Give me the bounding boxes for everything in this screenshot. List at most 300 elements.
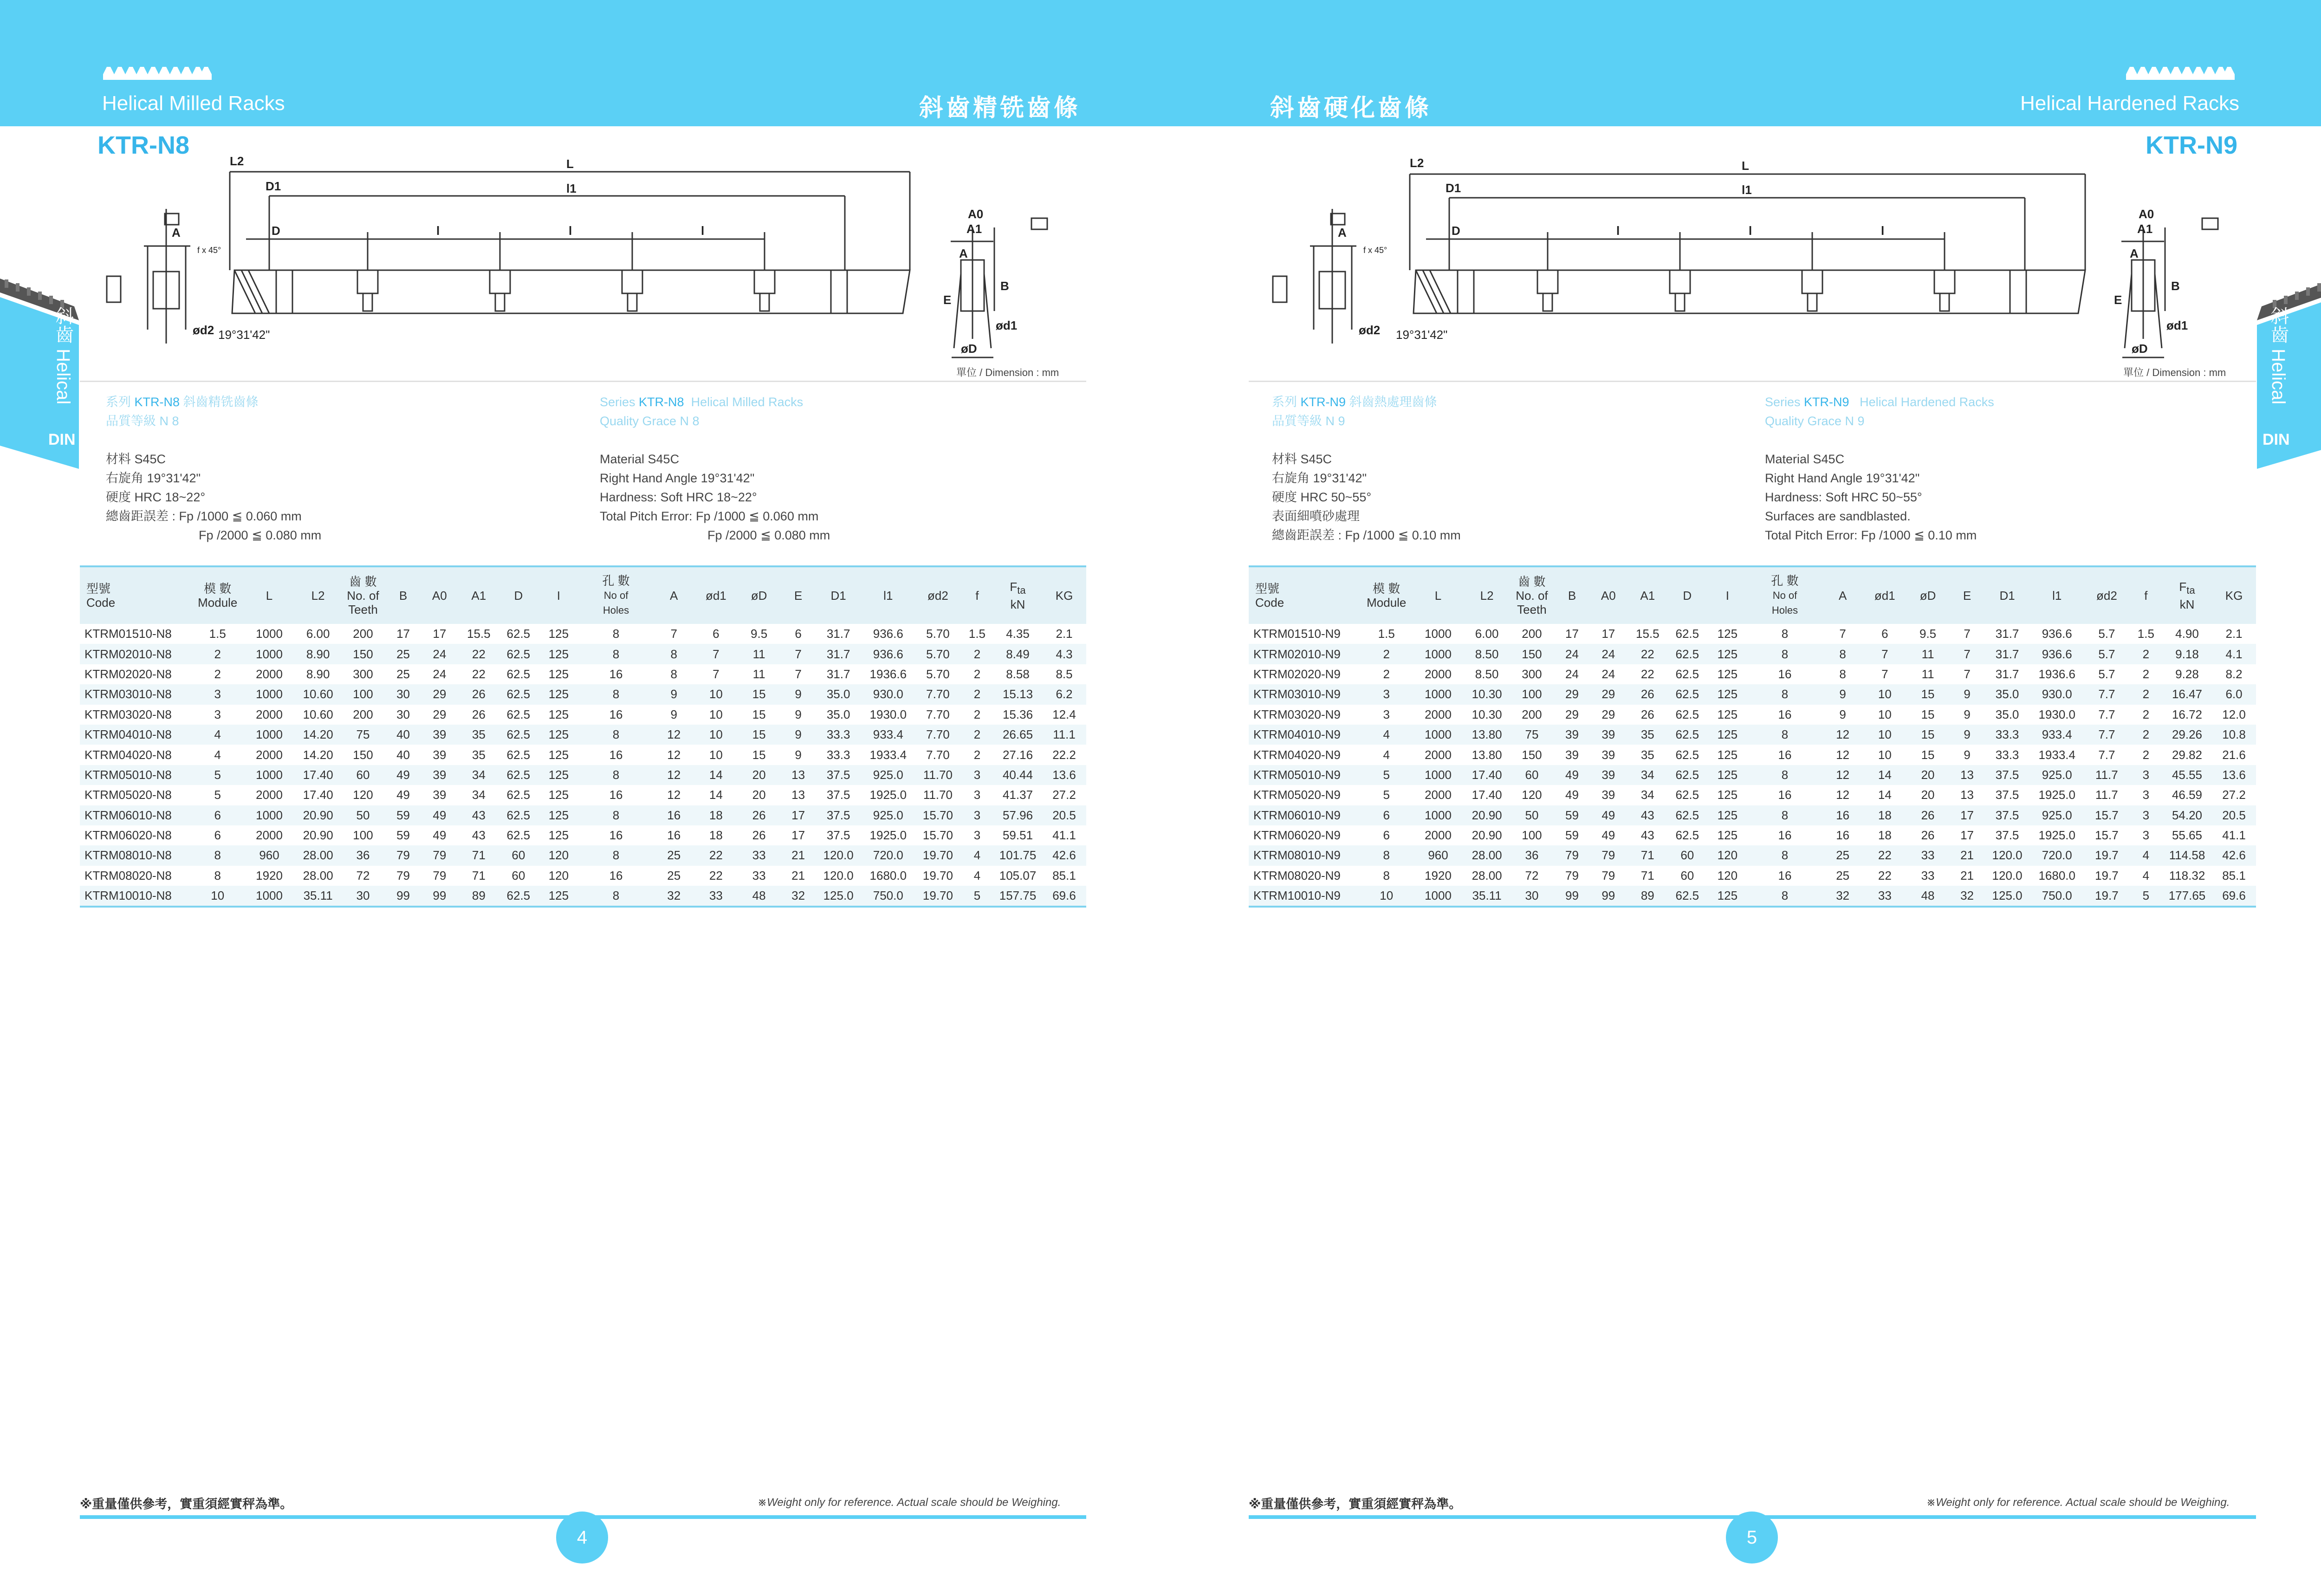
table-cell: 1000 <box>1411 725 1465 745</box>
table-cell: 125 <box>1717 788 1738 802</box>
table-row <box>80 705 1086 725</box>
table-cell: 39 <box>421 725 459 745</box>
table-cell: 8.50 <box>1465 644 1509 664</box>
table-cell: 59 <box>1555 805 1589 825</box>
table-cell: 21 <box>1960 868 1974 882</box>
table-cell: 29.82 <box>2172 747 2203 762</box>
table-cell: 15.5 <box>467 627 491 641</box>
table-cell: 20 <box>737 765 781 785</box>
table-cell: 2000 <box>1425 828 1452 843</box>
table-cell: 6 <box>1881 627 1888 641</box>
table-cell: 62.5 <box>1675 667 1699 681</box>
table-cell: 37.5 <box>816 805 862 825</box>
table-cell: 8 <box>214 868 221 882</box>
table-cell: 10.30 <box>1465 684 1509 704</box>
table-row <box>80 684 1086 704</box>
table-cell: 54.20 <box>2162 805 2212 825</box>
table-cell: 42.6 <box>2212 845 2256 865</box>
svg-text:E: E <box>943 293 952 307</box>
table-row <box>80 644 1086 664</box>
table-cell: 9 <box>1964 707 1971 721</box>
table-cell: 925.0 <box>862 765 915 785</box>
table-cell: 16 <box>1778 868 1792 882</box>
table-cell: 120.0 <box>816 845 862 865</box>
table-cell: 2.1 <box>1056 627 1073 641</box>
table-cell: 3 <box>2142 788 2150 802</box>
table-cell: 29 <box>433 707 447 721</box>
table-cell: 720.0 <box>862 845 915 865</box>
table-cell: 20.90 <box>1465 805 1509 825</box>
table-cell: 8 <box>653 644 695 664</box>
table-cell: 3 <box>2142 828 2150 843</box>
table-cell: 4 <box>193 725 242 745</box>
table-cell: 1925.0 <box>869 788 907 802</box>
table-cell: 30 <box>340 886 386 907</box>
table-cell: 960 <box>242 845 296 865</box>
table-cell: 12.4 <box>1052 707 1076 721</box>
table-cell: 59 <box>396 828 410 843</box>
rack-teeth-icon <box>103 63 212 80</box>
table-cell: 6 <box>214 828 221 843</box>
svg-text:19°31'42": 19°31'42" <box>1396 328 1448 342</box>
table-cell: 10 <box>1864 725 1906 745</box>
table-row <box>80 866 1086 886</box>
table-cell: 37.5 <box>826 788 850 802</box>
svg-text:A: A <box>2130 247 2139 260</box>
table-cell: 6 <box>1361 805 1411 825</box>
table-cell: 60 <box>340 765 386 785</box>
table-cell: 28.00 <box>296 845 340 865</box>
table-cell: 118.32 <box>2169 868 2205 882</box>
table-cell: 101.75 <box>993 845 1042 865</box>
table-cell: 3 <box>214 707 221 721</box>
table-cell: 2000 <box>256 747 283 762</box>
table-cell: 125 <box>538 684 579 704</box>
table-cell: 34 <box>1640 788 1654 802</box>
table-cell: 7 <box>781 644 816 664</box>
table-cell: 6 <box>1383 828 1390 843</box>
table-cell: 1.5 <box>1378 627 1395 641</box>
right-side-zh: 斜齒 Helical <box>2268 306 2289 405</box>
table-cell: 1936.6 <box>2038 667 2075 681</box>
table-cell: 16 <box>653 805 695 825</box>
table-cell: 200 <box>353 627 373 641</box>
table-cell-code: KTRM05020-N9 <box>1253 788 1341 802</box>
table-cell: 62.5 <box>1675 707 1699 721</box>
table-cell: 22 <box>1864 845 1906 865</box>
table-cell: 17 <box>1601 627 1615 641</box>
table-cell: 16 <box>1778 828 1792 843</box>
table-row <box>80 845 1086 865</box>
table-cell: 62.5 <box>506 788 531 802</box>
table-cell: 7 <box>795 667 802 681</box>
table-cell: 27.2 <box>1052 788 1076 802</box>
table-cell: 3 <box>973 788 981 802</box>
table-cell: 28.00 <box>1465 845 1509 865</box>
table-cell: 2.1 <box>2225 627 2243 641</box>
table-cell: 2000 <box>256 788 283 802</box>
table-cell: 43 <box>459 805 499 825</box>
table-cell: 2000 <box>1425 788 1452 802</box>
right-spec-en: Series KTR-N9 Helical Hardened Racks Quality Grace N 9 Material S45C Right Hand Angle 19°31'42" Hardness: Soft HRC 50~55° Surfaces are sandblasted. Total Pitch Error: Fp /1000 ≦ 0.10 mm <box>1765 395 1994 542</box>
table-cell: 16 <box>1822 805 1864 825</box>
table-cell: 5.70 <box>926 627 950 641</box>
table-cell: 1000 <box>242 805 296 825</box>
table-cell: 7 <box>1881 667 1888 681</box>
table-cell: 45.55 <box>2162 765 2212 785</box>
table-cell: 2 <box>2130 725 2162 745</box>
table-cell: 37.5 <box>816 765 862 785</box>
table-cell: 7 <box>1964 667 1971 681</box>
table-cell: 62.5 <box>499 644 538 664</box>
table-cell: 5 <box>961 886 993 907</box>
table-cell-code: KTRM06010-N8 <box>80 805 193 825</box>
table-cell: 10.8 <box>2212 725 2256 745</box>
table-cell: 8 <box>1748 765 1822 785</box>
table-cell: 9 <box>670 707 677 721</box>
table-cell: 6.2 <box>1042 684 1086 704</box>
table-cell: 120 <box>353 788 373 802</box>
table-cell: 13 <box>781 765 816 785</box>
table-cell-code: KTRM03010-N9 <box>1249 684 1361 704</box>
table-cell: 39 <box>1555 725 1589 745</box>
table-cell: 7 <box>1950 644 1984 664</box>
table-cell: 8 <box>1822 644 1864 664</box>
svg-text:l: l <box>701 224 705 238</box>
table-cell: 3 <box>193 684 242 704</box>
table-row <box>1249 805 2256 825</box>
table-cell: 7.7 <box>2098 747 2115 762</box>
right-spec-zh: 系列 KTR-N9 斜齒熱處理齒條 品質等級 N 9 材料 S45C 右旋角 19°31'42" 硬度 HRC 50~55° 表面細噴砂處理 總齒距誤差 : Fp /1000 ≦ 0.10 mm <box>1272 395 1461 542</box>
table-cell: 19.70 <box>915 886 961 907</box>
table-cell: 62.5 <box>1668 765 1707 785</box>
table-cell: 17 <box>433 627 447 641</box>
table-cell: 16 <box>609 868 623 882</box>
table-cell: 1930.0 <box>869 707 907 721</box>
table-cell: 99 <box>421 886 459 907</box>
table-cell: 4 <box>1361 725 1411 745</box>
svg-text:B: B <box>1000 279 1009 293</box>
svg-text:19°31'42": 19°31'42" <box>218 328 270 342</box>
table-cell: 925.0 <box>2030 765 2084 785</box>
table-cell: 17.40 <box>1472 788 1502 802</box>
table-cell: 120.0 <box>1984 845 2030 865</box>
table-cell: 2 <box>973 667 981 681</box>
table-cell: 28.00 <box>1472 868 1502 882</box>
svg-text:L2: L2 <box>1410 156 1424 170</box>
left-footnote-en: ※Weight only for reference. Actual scale should be Weighing. <box>758 1496 1061 1509</box>
table-cell-code: KTRM02020-N9 <box>1253 667 1341 681</box>
table-cell: 71 <box>1627 845 1668 865</box>
table-cell: 62.5 <box>506 627 531 641</box>
table-cell: 26 <box>1921 828 1935 843</box>
table-cell: 26 <box>737 805 781 825</box>
left-spec-table <box>80 565 1086 908</box>
table-cell: 28.00 <box>303 868 333 882</box>
svg-text:A1: A1 <box>2137 222 2153 236</box>
table-cell: 31.7 <box>1984 644 2030 664</box>
table-cell: 4.1 <box>2212 644 2256 664</box>
table-cell: 21.6 <box>2222 747 2246 762</box>
table-cell: 33 <box>1864 886 1906 907</box>
table-cell: 12 <box>667 747 681 762</box>
table-cell: 39 <box>1589 725 1627 745</box>
table-cell: 43 <box>472 828 486 843</box>
table-cell: 150 <box>1522 747 1542 762</box>
table-cell: 8 <box>1748 886 1822 907</box>
svg-text:D1: D1 <box>1446 181 1461 195</box>
table-cell: 89 <box>459 886 499 907</box>
table-cell: 8 <box>1748 684 1822 704</box>
table-cell: 29 <box>1565 707 1579 721</box>
left-spec-zh: 系列 KTR-N8 斜齒精铣齒條 品質等級 N 8 材料 S45C 右旋角 19°31'42" 硬度 HRC 18~22° 總齒距誤差 : Fp /1000 ≦ 0.060 mm Fp /2000 ≦ 0.080 mm <box>106 395 322 542</box>
table-cell: 60 <box>1509 765 1555 785</box>
table-cell: 72 <box>1525 868 1539 882</box>
svg-text:l1: l1 <box>566 182 577 195</box>
right-footnote-en: ※Weight only for reference. Actual scale should be Weighing. <box>1926 1496 2230 1509</box>
table-cell: 62.5 <box>1675 747 1699 762</box>
table-cell: 25 <box>1836 868 1850 882</box>
table-cell: 1933.4 <box>2038 747 2075 762</box>
table-cell: 17.40 <box>1465 765 1509 785</box>
table-cell: 79 <box>421 845 459 865</box>
table-cell: 125 <box>1707 725 1748 745</box>
table-cell: 12 <box>667 788 681 802</box>
table-cell: 10 <box>709 747 723 762</box>
table-cell: 1000 <box>1411 684 1465 704</box>
table-cell: 35 <box>459 725 499 745</box>
table-cell: 8 <box>1748 644 1822 664</box>
table-cell: 32 <box>653 886 695 907</box>
table-row <box>1249 785 2256 805</box>
table-cell: 16 <box>1778 707 1792 721</box>
table-cell: 60 <box>1668 845 1707 865</box>
table-cell: 100 <box>1509 684 1555 704</box>
table-cell: 7.7 <box>2084 684 2130 704</box>
table-cell: 8 <box>579 886 653 907</box>
table-cell: 7 <box>713 667 720 681</box>
table-cell: 14 <box>1878 788 1892 802</box>
right-model-code: KTR-N9 <box>2146 131 2237 159</box>
table-cell: 10 <box>695 725 737 745</box>
table-cell: 150 <box>353 747 373 762</box>
table-cell: 1000 <box>242 886 296 907</box>
table-cell: 9.5 <box>1919 627 1937 641</box>
table-cell: 15.5 <box>1635 627 1660 641</box>
table-row <box>1249 684 2256 704</box>
table-cell: 120 <box>1717 868 1738 882</box>
table-cell: 125 <box>538 644 579 664</box>
table-cell: 20.5 <box>1042 805 1086 825</box>
table-cell: 1000 <box>1425 627 1452 641</box>
table-cell: 25 <box>1822 845 1864 865</box>
table-cell: 22 <box>695 845 737 865</box>
table-cell: 4 <box>1383 747 1390 762</box>
table-cell: 10.60 <box>296 684 340 704</box>
table-cell: 7 <box>1964 627 1971 641</box>
table-cell: 16 <box>667 828 681 843</box>
table-cell: 49 <box>1565 788 1579 802</box>
table-cell-code: KTRM02010-N8 <box>80 644 193 664</box>
svg-text:l: l <box>1616 224 1620 238</box>
table-cell: 14 <box>1864 765 1906 785</box>
table-cell: 99 <box>1589 886 1627 907</box>
table-cell: 7.70 <box>926 747 950 762</box>
svg-text:L: L <box>566 157 574 171</box>
table-cell: 5.7 <box>2084 644 2130 664</box>
table-cell-code: KTRM02010-N9 <box>1249 644 1361 664</box>
table-cell: 22 <box>472 667 486 681</box>
table-cell: 125 <box>548 667 569 681</box>
table-cell: 22.2 <box>1052 747 1076 762</box>
table-cell-code: KTRM08010-N9 <box>1249 845 1361 865</box>
table-cell: 125 <box>548 627 569 641</box>
table-cell: 105.07 <box>999 868 1037 882</box>
svg-text:A: A <box>1338 226 1347 240</box>
table-cell: 7.7 <box>2084 725 2130 745</box>
table-cell: 5 <box>2130 886 2162 907</box>
table-cell: 19.7 <box>2095 868 2119 882</box>
table-cell: 125 <box>1707 886 1748 907</box>
table-cell: 26 <box>752 828 766 843</box>
table-cell: 1920 <box>256 868 283 882</box>
table-cell: 933.4 <box>862 725 915 745</box>
table-cell: 15 <box>737 684 781 704</box>
table-cell: 79 <box>1565 868 1579 882</box>
table-cell: 41.1 <box>2222 828 2246 843</box>
table-cell-code: KTRM02020-N8 <box>84 667 172 681</box>
table-cell: 62.5 <box>1668 644 1707 664</box>
table-cell: 20.90 <box>1472 828 1502 843</box>
table-cell: 36 <box>1509 845 1555 865</box>
table-cell: 33 <box>1921 868 1935 882</box>
table-cell: 16 <box>609 667 623 681</box>
table-cell: 24 <box>421 644 459 664</box>
table-cell: 49 <box>1601 828 1615 843</box>
table-cell: 1.5 <box>209 627 226 641</box>
table-cell: 62.5 <box>506 747 531 762</box>
table-cell: 8 <box>193 845 242 865</box>
right-title-en: Helical Hardened Racks <box>2020 92 2239 115</box>
svg-text:l: l <box>1749 224 1752 238</box>
right-spec-table <box>1249 565 2256 908</box>
table-cell: 17 <box>1960 828 1974 843</box>
table-cell: 120 <box>538 845 579 865</box>
table-cell: 8 <box>579 725 653 745</box>
table-cell: 8 <box>1839 667 1846 681</box>
left-side-din: DIN <box>48 431 76 448</box>
table-cell: 39 <box>433 788 447 802</box>
table-cell: 2 <box>1361 644 1411 664</box>
table-cell: 49 <box>396 788 410 802</box>
table-cell: 150 <box>340 644 386 664</box>
table-cell: 5 <box>1361 765 1411 785</box>
table-cell: 2 <box>961 684 993 704</box>
table-cell-code: KTRM03020-N9 <box>1253 707 1341 721</box>
table-cell: 49 <box>1589 805 1627 825</box>
table-row <box>1249 644 2256 664</box>
table-cell: 8 <box>1748 845 1822 865</box>
table-cell: 8 <box>612 627 620 641</box>
table-cell: 19.7 <box>2084 845 2130 865</box>
table-cell: 60 <box>499 845 538 865</box>
table-cell: 26 <box>1640 707 1654 721</box>
table-cell: 750.0 <box>2030 886 2084 907</box>
table-cell: 71 <box>459 845 499 865</box>
table-cell: 13.6 <box>1042 765 1086 785</box>
table-cell-code: KTRM06020-N8 <box>84 828 172 843</box>
table-cell: 125 <box>548 788 569 802</box>
table-cell: 9 <box>1839 707 1846 721</box>
table-cell: 1925.0 <box>869 828 907 843</box>
table-cell: 2000 <box>256 707 283 721</box>
table-cell: 33.3 <box>816 725 862 745</box>
left-model-code: KTR-N8 <box>97 131 189 159</box>
table-cell: 20.90 <box>303 828 333 843</box>
table-cell: 125 <box>548 707 569 721</box>
table-cell: 300 <box>1522 667 1542 681</box>
table-cell: 18 <box>709 828 723 843</box>
table-cell: 22 <box>1878 868 1892 882</box>
table-cell: 114.58 <box>2162 845 2212 865</box>
table-cell: 62.5 <box>499 725 538 745</box>
table-cell-code: KTRM08020-N9 <box>1253 868 1341 882</box>
table-cell: 2000 <box>1425 707 1452 721</box>
table-cell: 125 <box>1707 805 1748 825</box>
table-cell: 27.2 <box>2222 788 2246 802</box>
table-row <box>80 664 1086 684</box>
table-cell: 21 <box>781 845 816 865</box>
table-cell: 14.20 <box>303 747 333 762</box>
svg-text:E: E <box>2114 293 2122 307</box>
table-cell: 34 <box>472 788 486 802</box>
table-cell-code: KTRM04020-N9 <box>1253 747 1341 762</box>
table-cell: 43 <box>1627 805 1668 825</box>
table-cell: 49 <box>421 805 459 825</box>
table-cell: 8 <box>579 805 653 825</box>
table-cell: 200 <box>1522 707 1542 721</box>
table-cell: 1000 <box>256 627 283 641</box>
table-cell: 62.5 <box>1668 684 1707 704</box>
table-cell: 4 <box>214 747 221 762</box>
table-cell: 1000 <box>1411 886 1465 907</box>
table-cell: 1.5 <box>2137 627 2154 641</box>
table-cell: 30 <box>396 707 410 721</box>
table-cell-code: KTRM05010-N8 <box>80 765 193 785</box>
table-row <box>1249 725 2256 745</box>
table-cell: 33 <box>1906 845 1950 865</box>
table-cell: 4.3 <box>1042 644 1086 664</box>
table-row <box>1249 886 2256 907</box>
table-cell: 3 <box>973 828 981 843</box>
table-cell: 18 <box>1878 828 1892 843</box>
table-cell: 8 <box>579 684 653 704</box>
table-cell: 30 <box>1509 886 1555 907</box>
table-cell: 2 <box>961 644 993 664</box>
table-cell: 936.6 <box>2042 627 2072 641</box>
table-cell: 18 <box>695 805 737 825</box>
table-cell-code: KTRM04010-N9 <box>1249 725 1361 745</box>
table-cell-code: KTRM03010-N8 <box>80 684 193 704</box>
table-cell: 157.75 <box>993 886 1042 907</box>
table-cell: 22 <box>1640 667 1654 681</box>
left-page-number: 4 <box>556 1512 608 1564</box>
svg-text:ød2: ød2 <box>1359 323 1381 337</box>
table-cell-code: KTRM08010-N8 <box>80 845 193 865</box>
table-cell: 1000 <box>242 684 296 704</box>
table-cell: 32 <box>1950 886 1984 907</box>
table-cell: 125 <box>548 828 569 843</box>
